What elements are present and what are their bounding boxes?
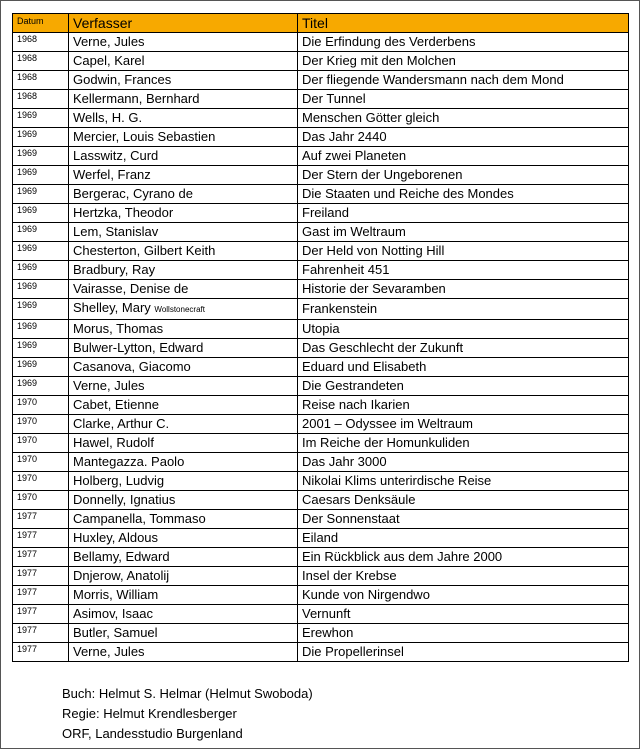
cell-title: Eiland: [298, 529, 629, 548]
table-row: [13, 491, 629, 510]
table-row: [13, 396, 629, 415]
cell-author: [69, 339, 298, 358]
cell-year: 1969: [13, 339, 69, 358]
table-row: [13, 643, 629, 662]
credit-line-studio: ORF, Landesstudio Burgenland: [62, 726, 243, 741]
cell-title: Im Reiche der Homunkuliden: [298, 434, 629, 453]
author-name: Kellermann, Bernhard: [73, 91, 200, 106]
cell-title: Gast im Weltraum: [298, 223, 629, 242]
table-row: [13, 185, 629, 204]
table-header-row: [13, 14, 629, 33]
table-row: [13, 280, 629, 299]
cell-year: 1969: [13, 166, 69, 185]
cell-title: Freiland: [298, 204, 629, 223]
author-name: Clarke, Arthur C.: [73, 416, 170, 431]
cell-author: [69, 71, 298, 90]
cell-author: [69, 280, 298, 299]
cell-title: Der Tunnel: [298, 90, 629, 109]
cell-author: [69, 529, 298, 548]
cell-title: Erewhon: [298, 624, 629, 643]
author-name: Godwin, Frances: [73, 72, 172, 87]
cell-year: 1970: [13, 415, 69, 434]
cell-year: 1968: [13, 33, 69, 52]
table-row: [13, 434, 629, 453]
credit-line-book: Buch: Helmut S. Helmar (Helmut Swoboda): [62, 686, 313, 701]
author-name: Dnjerow, Anatolij: [73, 568, 170, 583]
cell-year: 1969: [13, 223, 69, 242]
cell-title: Der Krieg mit den Molchen: [298, 52, 629, 71]
cell-title: Der Sonnenstaat: [298, 510, 629, 529]
author-name: Bellamy, Edward: [73, 549, 170, 564]
cell-year: 1969: [13, 147, 69, 166]
table-row: [13, 204, 629, 223]
author-name: Hawel, Rudolf: [73, 435, 154, 450]
works-table: [12, 13, 629, 662]
cell-year: 1977: [13, 624, 69, 643]
cell-title: Das Geschlecht der Zukunft: [298, 339, 629, 358]
author-name: Capel, Karel: [73, 53, 145, 68]
cell-year: 1969: [13, 320, 69, 339]
table-row: [13, 453, 629, 472]
cell-author: [69, 52, 298, 71]
table-row: [13, 242, 629, 261]
author-name: Donnelly, Ignatius: [73, 492, 176, 507]
table-row: [13, 377, 629, 396]
cell-author: [69, 396, 298, 415]
header-author: Verfasser: [69, 14, 298, 33]
cell-year: 1977: [13, 643, 69, 662]
cell-title: Der fliegende Wandersmann nach dem Mond: [298, 71, 629, 90]
cell-year: 1977: [13, 548, 69, 567]
author-name: Werfel, Franz: [73, 167, 151, 182]
cell-author: [69, 434, 298, 453]
cell-year: 1969: [13, 242, 69, 261]
cell-author: [69, 510, 298, 529]
credits-block: [62, 684, 313, 744]
table-row: [13, 52, 629, 71]
cell-title: Vernunft: [298, 605, 629, 624]
cell-title: Fahrenheit 451: [298, 261, 629, 280]
cell-author: [69, 90, 298, 109]
table-row: [13, 320, 629, 339]
table-row: [13, 299, 629, 320]
cell-author: [69, 586, 298, 605]
table-row: [13, 339, 629, 358]
cell-year: 1969: [13, 261, 69, 280]
cell-year: 1970: [13, 472, 69, 491]
cell-title: Das Jahr 2440: [298, 128, 629, 147]
cell-year: 1970: [13, 491, 69, 510]
cell-year: 1977: [13, 567, 69, 586]
cell-year: 1970: [13, 396, 69, 415]
cell-author: [69, 320, 298, 339]
cell-title: Nikolai Klims unterirdische Reise: [298, 472, 629, 491]
cell-year: 1969: [13, 185, 69, 204]
table-row: [13, 548, 629, 567]
cell-year: 1977: [13, 529, 69, 548]
cell-title: Insel der Krebse: [298, 567, 629, 586]
cell-author: [69, 166, 298, 185]
cell-author: [69, 261, 298, 280]
cell-year: 1977: [13, 605, 69, 624]
author-name: Verne, Jules: [73, 644, 145, 659]
header-date: Datum: [13, 14, 69, 33]
cell-author: [69, 453, 298, 472]
author-name: Morus, Thomas: [73, 321, 164, 336]
table-row: [13, 71, 629, 90]
author-name: Casanova, Giacomo: [73, 359, 191, 374]
cell-author: [69, 358, 298, 377]
table-row: [13, 472, 629, 491]
author-name: Huxley, Aldous: [73, 530, 159, 545]
cell-author: [69, 643, 298, 662]
cell-title: Caesars Denksäule: [298, 491, 629, 510]
author-name: Bergerac, Cyrano de: [73, 186, 193, 201]
cell-author: [69, 299, 298, 320]
cell-year: 1969: [13, 377, 69, 396]
cell-author: [69, 415, 298, 434]
cell-author: [69, 567, 298, 586]
table-row: [13, 128, 629, 147]
cell-author: [69, 185, 298, 204]
author-name: Butler, Samuel: [73, 625, 158, 640]
table-row: [13, 358, 629, 377]
author-name: Holberg, Ludvig: [73, 473, 165, 488]
cell-title: Menschen Götter gleich: [298, 109, 629, 128]
author-name: Lem, Stanislav: [73, 224, 159, 239]
cell-author: [69, 109, 298, 128]
author-name: Lasswitz, Curd: [73, 148, 159, 163]
cell-title: Auf zwei Planeten: [298, 147, 629, 166]
table-row: [13, 529, 629, 548]
cell-year: 1969: [13, 204, 69, 223]
cell-title: Der Held von Notting Hill: [298, 242, 629, 261]
cell-title: Die Erfindung des Verderbens: [298, 33, 629, 52]
author-name: Bradbury, Ray: [73, 262, 156, 277]
cell-year: 1968: [13, 71, 69, 90]
cell-title: Ein Rückblick aus dem Jahre 2000: [298, 548, 629, 567]
table-row: [13, 586, 629, 605]
table-body: [13, 33, 629, 662]
author-name: Verne, Jules: [73, 34, 145, 49]
cell-year: 1977: [13, 510, 69, 529]
cell-year: 1969: [13, 358, 69, 377]
cell-title: Die Staaten und Reiche des Mondes: [298, 185, 629, 204]
author-name: Mantegazza. Paolo: [73, 454, 185, 469]
cell-author: [69, 472, 298, 491]
author-name: Hertzka, Theodor: [73, 205, 174, 220]
table-row: [13, 223, 629, 242]
author-name: Chesterton, Gilbert Keith: [73, 243, 216, 258]
cell-year: 1969: [13, 109, 69, 128]
author-name: Vairasse, Denise de: [73, 281, 189, 296]
author-name: Bulwer-Lytton, Edward: [73, 340, 204, 355]
cell-year: 1970: [13, 453, 69, 472]
author-name: Wells, H. G.: [73, 110, 143, 125]
cell-title: Historie der Sevaramben: [298, 280, 629, 299]
table-row: [13, 510, 629, 529]
cell-author: [69, 548, 298, 567]
table-row: [13, 567, 629, 586]
cell-author: [69, 223, 298, 242]
cell-year: 1968: [13, 90, 69, 109]
table-row: [13, 624, 629, 643]
author-name: Cabet, Etienne: [73, 397, 160, 412]
table-row: [13, 147, 629, 166]
table-row: [13, 261, 629, 280]
table-row: [13, 166, 629, 185]
cell-year: 1969: [13, 128, 69, 147]
cell-year: 1969: [13, 299, 69, 320]
cell-author: [69, 147, 298, 166]
table-row: [13, 33, 629, 52]
cell-year: 1968: [13, 52, 69, 71]
cell-title: Die Gestrandeten: [298, 377, 629, 396]
cell-title: Reise nach Ikarien: [298, 396, 629, 415]
author-name: Campanella, Tommaso: [73, 511, 206, 526]
header-title: Titel: [298, 14, 629, 33]
cell-author: [69, 128, 298, 147]
author-name: Verne, Jules: [73, 378, 145, 393]
cell-title: 2001 – Odyssee im Weltraum: [298, 415, 629, 434]
cell-title: Utopia: [298, 320, 629, 339]
cell-title: Der Stern der Ungeborenen: [298, 166, 629, 185]
cell-title: Eduard und Elisabeth: [298, 358, 629, 377]
cell-author: [69, 605, 298, 624]
author-note: Wollstonecraft: [154, 305, 205, 314]
author-name: Asimov, Isaac: [73, 606, 153, 621]
cell-title: Die Propellerinsel: [298, 643, 629, 662]
cell-author: [69, 33, 298, 52]
author-name: Mercier, Louis Sebastien: [73, 129, 216, 144]
credit-line-director: Regie: Helmut Krendlesberger: [62, 706, 237, 721]
cell-title: Das Jahr 3000: [298, 453, 629, 472]
cell-year: 1969: [13, 280, 69, 299]
cell-year: 1970: [13, 434, 69, 453]
author-name: Shelley, Mary: [73, 300, 151, 315]
cell-author: [69, 242, 298, 261]
cell-author: [69, 204, 298, 223]
table-row: [13, 605, 629, 624]
cell-title: Frankenstein: [298, 299, 629, 320]
table-row: [13, 90, 629, 109]
cell-author: [69, 624, 298, 643]
table-row: [13, 415, 629, 434]
cell-title: Kunde von Nirgendwo: [298, 586, 629, 605]
cell-year: 1977: [13, 586, 69, 605]
table-row: [13, 109, 629, 128]
cell-author: [69, 377, 298, 396]
cell-author: [69, 491, 298, 510]
author-name: Morris, William: [73, 587, 159, 602]
